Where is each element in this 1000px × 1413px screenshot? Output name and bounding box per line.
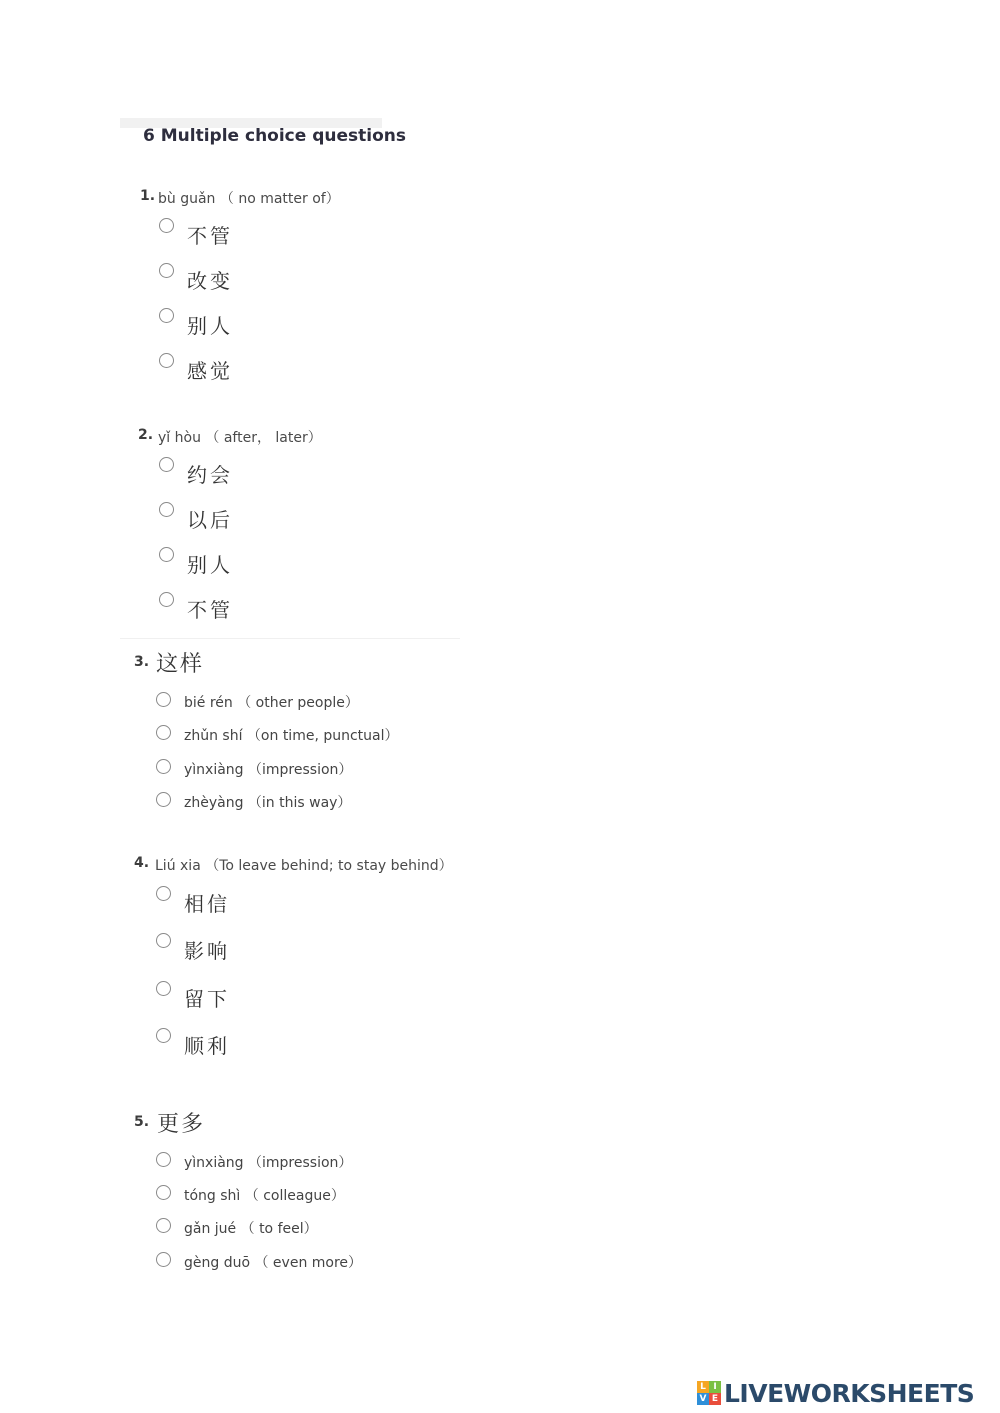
radio-button[interactable] <box>156 759 171 774</box>
logo-mark-letter: L <box>697 1381 709 1393</box>
option-label: yìnxiàng （impression） <box>184 1155 353 1171</box>
option-label: zhèyàng （in this way） <box>184 795 352 811</box>
logo-mark-letter: E <box>709 1393 721 1405</box>
question-number: 5. <box>134 1114 150 1130</box>
question-prompt: yǐ hòu （ after， later） <box>158 430 322 446</box>
radio-button[interactable] <box>156 792 171 807</box>
option-label: 感觉 <box>187 359 233 383</box>
option-label: 别人 <box>187 553 233 577</box>
radio-button[interactable] <box>156 692 171 707</box>
option-label: bié rén （ other people） <box>184 695 359 711</box>
logo-mark-icon <box>697 1381 721 1405</box>
radio-button[interactable] <box>159 218 174 233</box>
radio-button[interactable] <box>159 457 174 472</box>
radio-button[interactable] <box>156 1152 171 1167</box>
option-label: 约会 <box>187 463 233 487</box>
radio-button[interactable] <box>156 1185 171 1200</box>
option-label: 改变 <box>187 269 233 293</box>
radio-button[interactable] <box>156 1252 171 1267</box>
logo-text: LIVEWORKSHEETS <box>724 1378 975 1408</box>
option-label: 以后 <box>187 508 233 532</box>
option-label: 顺利 <box>184 1034 230 1058</box>
question-prompt: 这样 <box>156 652 205 677</box>
question-prompt: 更多 <box>157 1112 206 1137</box>
radio-button[interactable] <box>156 1218 171 1233</box>
option-label: 留下 <box>184 987 230 1011</box>
radio-button[interactable] <box>156 981 171 996</box>
radio-button[interactable] <box>156 933 171 948</box>
radio-button[interactable] <box>159 592 174 607</box>
option-label: 相信 <box>184 892 230 916</box>
option-label: gèng duō （ even more） <box>184 1255 363 1271</box>
option-label: zhǔn shí （on time, punctual） <box>184 728 399 744</box>
liveworksheets-logo <box>697 1378 974 1408</box>
radio-button[interactable] <box>159 263 174 278</box>
logo-mark-letter: I <box>709 1381 721 1393</box>
question-number: 1. <box>140 188 156 204</box>
question-number: 3. <box>134 654 150 670</box>
radio-button[interactable] <box>159 502 174 517</box>
option-label: 别人 <box>187 314 233 338</box>
question-prompt: bù guǎn （ no matter of） <box>158 191 340 207</box>
radio-button[interactable] <box>156 886 171 901</box>
option-label: tóng shì （ colleague） <box>184 1188 345 1204</box>
option-label: 不管 <box>187 224 233 248</box>
radio-button[interactable] <box>159 353 174 368</box>
option-label: 影响 <box>184 939 230 963</box>
logo-mark-letter: V <box>697 1393 709 1405</box>
option-label: yìnxiàng （impression） <box>184 762 353 778</box>
radio-button[interactable] <box>156 1028 171 1043</box>
radio-button[interactable] <box>159 308 174 323</box>
question-number: 4. <box>134 855 150 871</box>
option-label: 不管 <box>187 598 233 622</box>
question-prompt: Liú xia （To leave behind; to stay behind） <box>155 858 453 874</box>
radio-button[interactable] <box>159 547 174 562</box>
page-title: 6 Multiple choice questions <box>143 126 406 146</box>
radio-button[interactable] <box>156 725 171 740</box>
section-divider <box>120 638 460 639</box>
option-label: gǎn jué （ to feel） <box>184 1221 318 1237</box>
question-number: 2. <box>138 427 154 443</box>
